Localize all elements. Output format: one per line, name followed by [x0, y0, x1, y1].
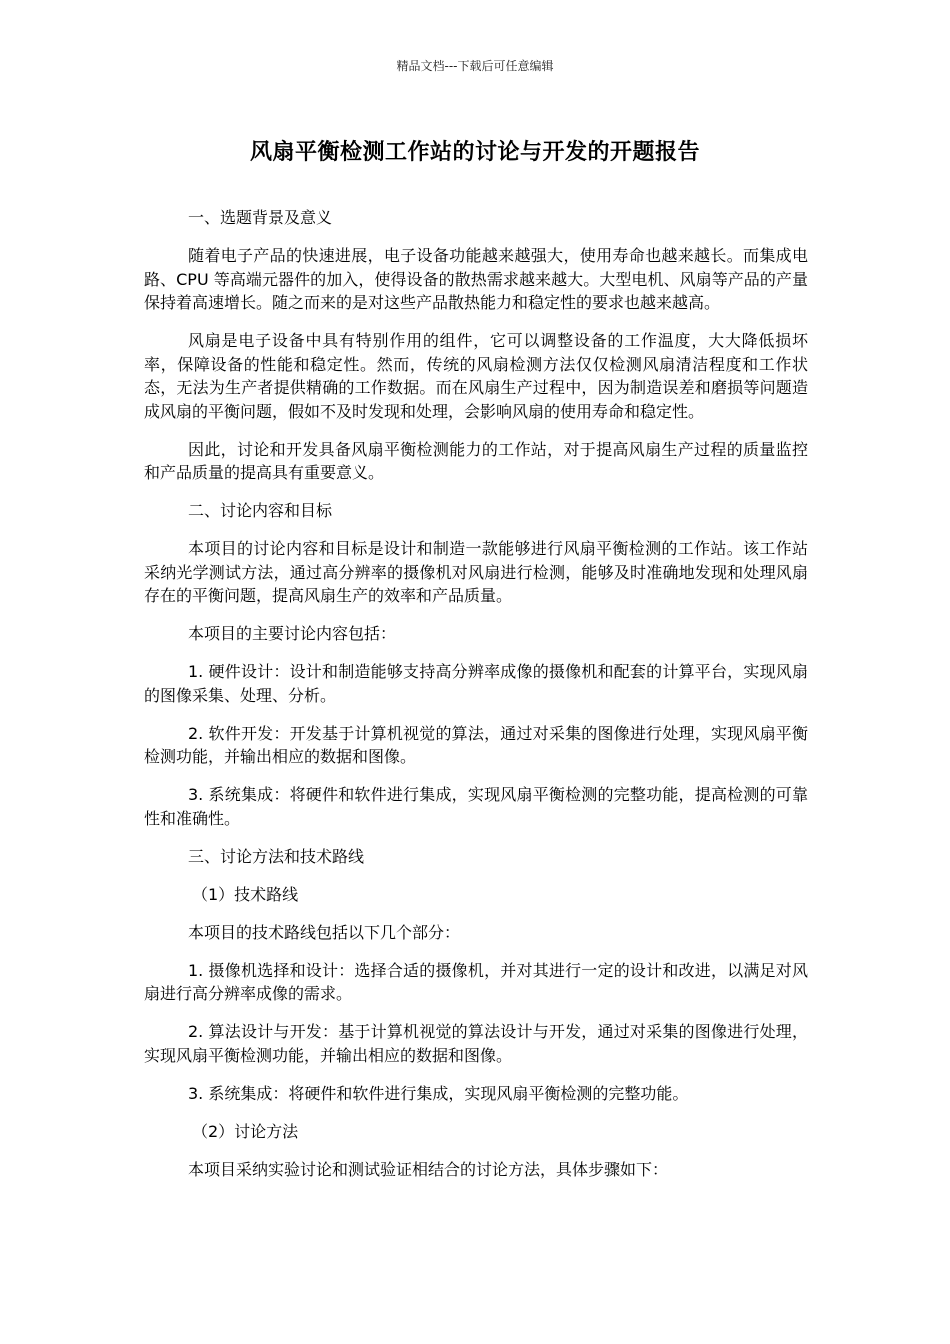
document-title: 风扇平衡检测工作站的讨论与开发的开题报告 — [249, 140, 700, 165]
section-heading-background: 一、选题背景及意义 — [188, 208, 333, 227]
list-item-integration: 3. 系统集成：将硬件和软件进行集成，实现风扇平衡检测的完整功能，提高检测的可靠性和准确性。 — [144, 785, 808, 828]
document-body — [144, 206, 808, 1196]
paragraph: 本项目的技术路线包括以下几个部分： — [188, 922, 461, 942]
paragraph: 因此，讨论和开发具备风扇平衡检测能力的工作站，对于提高风扇生产过程的质量监控和产品质量的提高具有重要意义。 — [144, 439, 808, 482]
paragraph: 风扇是电子设备中具有特别作用的组件，它可以调整设备的工作温度，大大降低损坏率，保障设备的性能和稳定性。然而，传统的风扇检测方法仅仅检测风扇清洁程度和工作状态，无法为生产者提供精确的工作数据。而在风扇生产过程中，因为制造误差和磨损等问题造成风扇的平衡问题，假如不及时发现和处理，会影响风扇的使用寿命和稳定性。 — [144, 331, 808, 421]
page-header: 精品文档---下载后可任意编辑 — [396, 59, 554, 73]
subheading-tech-route: （1）技术路线 — [192, 884, 299, 904]
list-item-software: 2. 软件开发：开发基于计算机视觉的算法，通过对采集的图像进行处理，实现风扇平衡检测功能，并输出相应的数据和图像。 — [144, 723, 808, 766]
list-item-algorithm: 2. 算法设计与开发：基于计算机视觉的算法设计与开发，通过对采集的图像进行处理，实现风扇平衡检测功能，并输出相应的数据和图像。 — [144, 1022, 808, 1065]
subheading-research-method: （2）讨论方法 — [192, 1121, 299, 1141]
paragraph: 本项目的主要讨论内容包括： — [188, 624, 397, 643]
paragraph: 本项目的讨论内容和目标是设计和制造一款能够进行风扇平衡检测的工作站。该工作站采纳光学测试方法，通过高分辨率的摄像机对风扇进行检测，能够及时准确地发现和处理风扇存在的平衡问题，提高风扇生产的效率和产品质量。 — [144, 539, 808, 605]
paragraph: 随着电子产品的快速进展，电子设备功能越来越强大，使用寿命也越来越长。而集成电路、CPU 等高端元器件的加入，使得设备的散热需求越来越大。大型电机、风扇等产品的产量保持着高速增长。随之而来的是对这些产品散热能力和稳定性的要求也越来越高。 — [144, 246, 808, 312]
list-item-system: 3. 系统集成：将硬件和软件进行集成，实现风扇平衡检测的完整功能。 — [188, 1083, 689, 1103]
paragraph: 本项目采纳实验讨论和测试验证相结合的讨论方法，具体步骤如下： — [188, 1159, 669, 1179]
list-item-camera: 1. 摄像机选择和设计：选择合适的摄像机，并对其进行一定的设计和改进，以满足对风扇进行高分辨率成像的需求。 — [144, 960, 808, 1003]
section-heading-methods: 三、讨论方法和技术路线 — [188, 846, 365, 866]
list-item-hardware: 1. 硬件设计：设计和制造能够支持高分辨率成像的摄像机和配套的计算平台，实现风扇的图像采集、处理、分析。 — [144, 662, 808, 705]
section-heading-content-goals: 二、讨论内容和目标 — [188, 501, 333, 520]
